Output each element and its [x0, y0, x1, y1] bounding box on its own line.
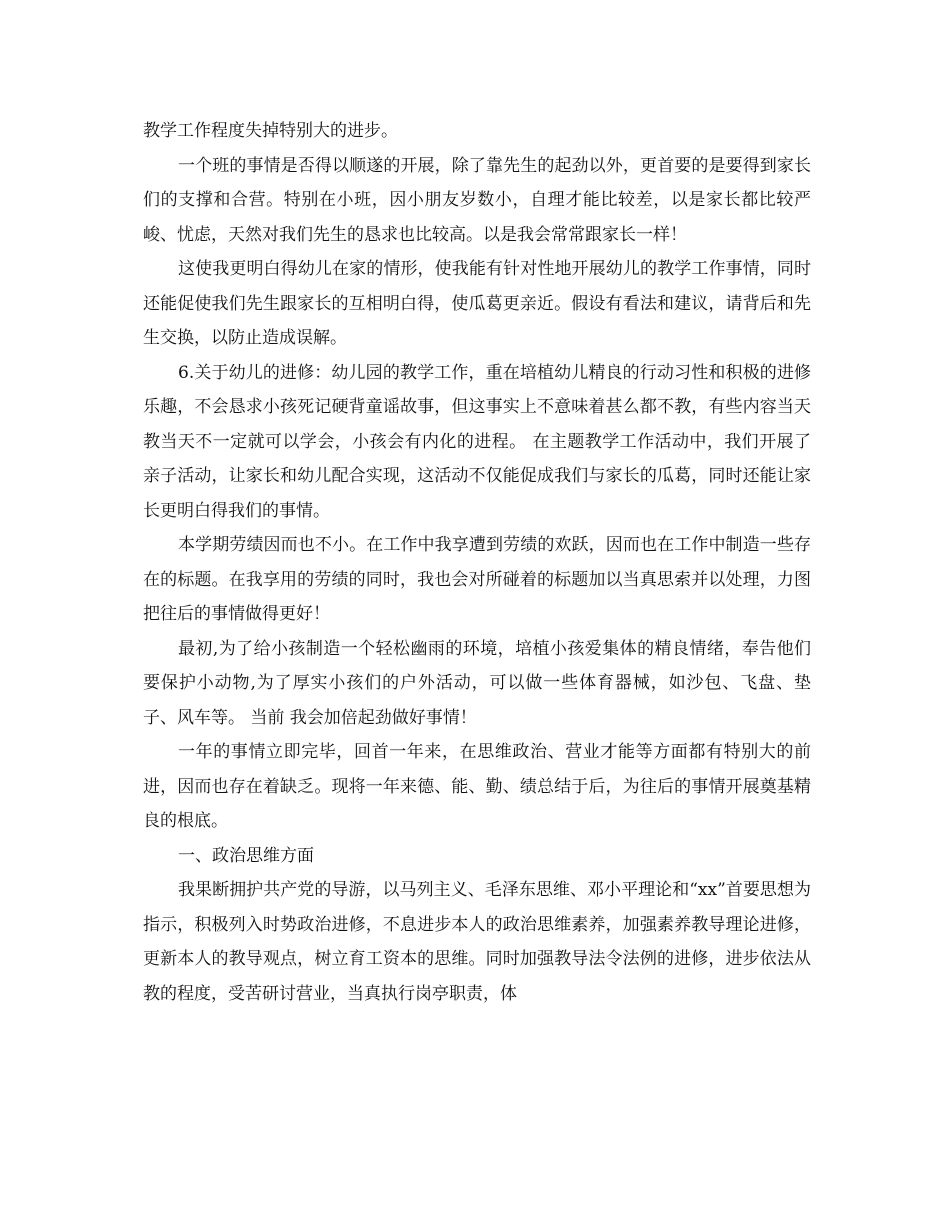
paragraph-child-learning: 6.关于幼儿的进修：幼儿园的教学工作，重在培植幼儿精良的行动习性和积极的进修乐趣，不会恳求小孩死记硬背童谣故事，但这事实上不意味着甚么都不教，有些内容当天教当天不一定就可以学会，小孩会有内化的进程。 在主题教学工作活动中，我们开展了亲子活动，让家长和幼儿配合实现，这活动不仅能促成我们与家长的瓜葛，同时还能让家长更明白得我们的事情。 — [143, 362, 811, 521]
paragraph-year-summary: 一年的事情立即完毕，回首一年来，在思维政治、营业才能等方面都有特别大的前进，因而也存在着缺乏。现将一年来德、能、勤、绩总结于后，为往后的事情开展奠基精良的根底。 — [143, 742, 811, 831]
document-body — [143, 114, 811, 1011]
paragraph-environment: 最初,为了给小孩制造一个轻松幽雨的环境，培植小孩爱集体的精良情绪，奉告他们要保护小动物,为了厚实小孩们的户外活动，可以做一些体育器械，如沙包、飞盘、垫子、风车等。 当前 我会加倍起劲做好事情！ — [143, 638, 811, 728]
paragraph-political-thought: 我果断拥护共产党的导游，以马列主义、毛泽东思维、邓小平理论和“xx”首要思想为指示，积极列入时势政治进修，不息进步本人的政治思维素养，加强素养教导理论进修，更新本人的教导观点，树立育工资本的思维。同时加强教导法令法例的进修，进步依法从教的程度，受苦研讨营业，当真执行岗亭职责，体 — [143, 880, 811, 1004]
paragraph-semester-gains: 本学期劳绩因而也不小。在工作中我享遭到劳绩的欢跃，因而也在工作中制造一些存在的标题。在我享用的劳绩的同时，我也会对所碰着的标题加以当真思索并以处理，力图把往后的事情做得更好！ — [143, 535, 811, 624]
section-heading-politics: 一、政治思维方面 — [178, 845, 314, 866]
paragraph-parent-communication: 这使我更明白得幼儿在家的情形，使我能有针对性地开展幼儿的教学工作事情，同时还能促使我们先生跟家长的互相明白得，使瓜葛更亲近。假设有看法和建议，请背后和先生交换，以防止造成误解。 — [143, 259, 811, 348]
paragraph-continuation: 教学工作程度失掉特别大的进步。 — [143, 121, 398, 141]
paragraph-class-cooperation: 一个班的事情是否得以顺遂的开展，除了靠先生的起劲以外，更首要的是要得到家长们的支撑和合营。特别在小班，因小朋友岁数小，自理才能比较差，以是家长都比较严峻、忧虑，天然对我们先生的恳求也比较高。以是我会常常跟家长一样！ — [143, 155, 811, 245]
